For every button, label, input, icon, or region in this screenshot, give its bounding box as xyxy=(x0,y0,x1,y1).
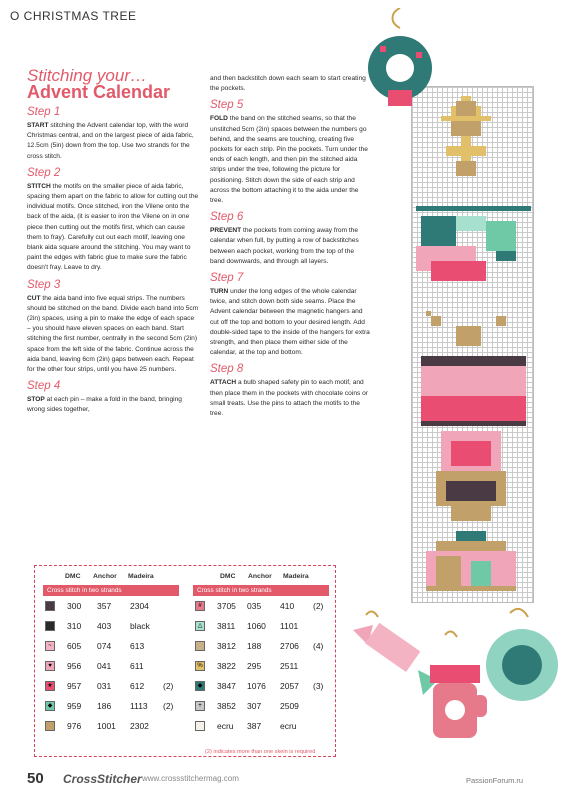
key-row xyxy=(45,599,185,614)
key-madeira: 2511 xyxy=(280,661,299,671)
chart-motifs xyxy=(411,86,534,603)
key-madeira: black xyxy=(130,621,150,631)
step-7-heading: Step 7 xyxy=(210,272,244,285)
step-4-heading: Step 4 xyxy=(27,380,61,393)
key-madeira: 1113 xyxy=(130,701,148,711)
key-qty: (4) xyxy=(313,641,324,651)
key-dmc: 976 xyxy=(67,721,82,731)
step-7-text: TURN under the long edges of the whole calendar twice, and stitch down both side seams. Place the Advent calendar between the magnetic hangers and cut off the top and bottom to your desired length. Add double-sided tape to the inside of the hangers for extra strength, and then place them either side of the calendar, at the top and bottom. xyxy=(210,288,370,357)
step-5-text: FOLD the band on the stitched seams, so that the unstitched 5cm (2in) spaces between the numbers go behind, and the seams are touching, creating five pockets for each strip. Pin the pockets. Turn under the ends of each length, and then pin the stitched aida strips under the tree, following the picture for positioning. Stitch down the side of each strip and across the bottom attaching it to the aida under the tree. xyxy=(210,115,368,205)
thread-swatch xyxy=(195,641,205,651)
key-row xyxy=(45,619,185,634)
key-row xyxy=(195,699,335,714)
key-row xyxy=(195,639,335,654)
key-header-madeira: Madeira xyxy=(128,573,154,580)
key-anchor: 1001 xyxy=(97,721,116,731)
thread-swatch: + xyxy=(195,701,205,711)
key-anchor: 295 xyxy=(247,661,262,671)
key-row xyxy=(195,719,335,734)
key-dmc: 310 xyxy=(67,621,82,631)
key-note: (2) indicates more than one skein is required xyxy=(205,749,316,755)
key-dmc: 3852 xyxy=(217,701,236,711)
watermark: PassionForum.ru xyxy=(466,776,524,785)
key-header-anchor-right: Anchor xyxy=(248,573,272,580)
robin-motif xyxy=(416,206,531,281)
house-motif xyxy=(426,531,516,591)
key-qty: (2) xyxy=(163,701,174,711)
key-anchor: 307 xyxy=(247,701,262,711)
key-row xyxy=(195,659,335,674)
key-dmc: 605 xyxy=(67,641,82,651)
key-anchor: 031 xyxy=(97,681,112,691)
key-header-dmc-right: DMC xyxy=(220,573,236,580)
key-anchor: 1076 xyxy=(247,681,266,691)
key-dmc: 959 xyxy=(67,701,82,711)
key-dmc: 3822 xyxy=(217,661,236,671)
key-qty: (3) xyxy=(313,681,324,691)
key-dmc: 300 xyxy=(67,601,82,611)
step-5-heading: Step 5 xyxy=(210,99,244,112)
thread-swatch: # xyxy=(195,601,205,611)
text-column-left xyxy=(27,101,199,418)
key-row xyxy=(45,699,185,714)
magazine-url[interactable]: www.crossstitchermag.com xyxy=(142,774,239,783)
key-anchor: 188 xyxy=(247,641,262,651)
key-row xyxy=(45,679,185,694)
bauble-motif xyxy=(436,431,506,521)
key-madeira: 410 xyxy=(280,601,295,611)
key-anchor: 186 xyxy=(97,701,112,711)
magazine-logo: CrossStitcher xyxy=(63,772,142,786)
thread-swatch xyxy=(195,721,205,731)
key-dmc: 3812 xyxy=(217,641,236,651)
key-madeira: 2509 xyxy=(280,701,299,711)
key-header-madeira-right: Madeira xyxy=(283,573,309,580)
header-bar xyxy=(0,0,566,28)
thread-swatch: ◆ xyxy=(195,681,205,691)
text-column-middle xyxy=(210,74,370,421)
article-kicker: Stitching your… xyxy=(27,66,147,85)
key-madeira: 2057 xyxy=(280,681,299,691)
thread-swatch xyxy=(45,601,55,611)
key-row xyxy=(45,659,185,674)
key-dmc: 3811 xyxy=(217,621,236,631)
thread-swatch xyxy=(45,621,55,631)
step-6-heading: Step 6 xyxy=(210,211,244,224)
step-2-text: STITCH the motifs on the smaller piece of aida fabric, spacing them apart on the fabric to allow for cutting out the individual motifs. Once stitched, iron the Vilene onto the back of the aida, (it is easier to iron the Vilene on in one piece then cutting out the motifs first, which can cause them to fray). Carefully cut out each motif, leaving one blank aida square around the stitching. You may want to paint the edges with fabric glue to make sure the fabric doesn't fray. Leave to dry. xyxy=(27,182,199,272)
key-dmc: 957 xyxy=(67,681,82,691)
key-anchor: 035 xyxy=(247,601,262,611)
step-1-heading: Step 1 xyxy=(27,106,61,118)
key-dmc: 3705 xyxy=(217,601,236,611)
key-dmc: ecru xyxy=(217,721,234,731)
step-3-heading: Step 3 xyxy=(27,278,61,291)
key-dmc: 3847 xyxy=(217,681,236,691)
mitten-bauble-ornaments-image xyxy=(425,605,560,765)
key-anchor: 357 xyxy=(97,601,112,611)
key-bar-left: Cross stitch in two strands xyxy=(43,585,179,596)
key-row xyxy=(195,679,335,694)
key-dmc: 956 xyxy=(67,661,82,671)
key-madeira: ecru xyxy=(280,721,297,731)
key-header-dmc: DMC xyxy=(65,573,81,580)
key-madeira: 612 xyxy=(130,681,145,691)
thread-swatch: ~ xyxy=(45,641,55,651)
key-anchor: 387 xyxy=(247,721,262,731)
key-madeira: 611 xyxy=(130,661,144,671)
thread-swatch xyxy=(45,721,55,731)
cross-stitch-chart xyxy=(411,86,534,603)
key-row xyxy=(195,599,335,614)
key-anchor: 403 xyxy=(97,621,112,631)
star-motif xyxy=(441,96,491,176)
thread-swatch: ♥ xyxy=(45,661,55,671)
page-number: 50 xyxy=(27,770,44,787)
key-row xyxy=(45,639,185,654)
step-1-text: START stitching the Advent calendar top, with the word Christmas central, and on the largest piece of aida fabric, 12.5cm (5in) down from the top. Use two strands for the cross stitch. xyxy=(27,122,194,160)
step-4-continued: and then backstitch down each seam to start creating the pockets. xyxy=(210,75,366,93)
key-madeira: 2706 xyxy=(280,641,299,651)
thread-swatch: △ xyxy=(195,621,205,631)
key-qty: (2) xyxy=(163,681,174,691)
thread-swatch: ★ xyxy=(45,681,55,691)
key-row xyxy=(45,719,185,734)
key-madeira: 1101 xyxy=(280,621,299,631)
step-8-heading: Step 8 xyxy=(210,363,244,376)
wreath-ornament-image xyxy=(360,8,440,116)
key-anchor: 041 xyxy=(97,661,112,671)
thread-swatch: ◆ xyxy=(45,701,55,711)
thread-key xyxy=(34,565,336,757)
key-anchor: 1060 xyxy=(247,621,266,631)
key-anchor: 074 xyxy=(97,641,112,651)
section-label: O CHRISTMAS TREE xyxy=(10,9,137,23)
step-3-text: CUT the aida band into five equal strips. The numbers should be stitched on the band. Divide each band into 5cm (2in) spaces, using a pin to make the edge of each space – you should have eleven spaces on each band. Start stitching the first number, centrally in the second 5cm (2in) space from the left side of the fabric. Continue across the aida band, leaving 6cm (2in) gaps between each. Repeat for the other four strips, until you have 25 numbers. xyxy=(27,294,199,374)
thread-swatch: % xyxy=(195,661,205,671)
key-madeira: 613 xyxy=(130,641,145,651)
article-title: Advent Calendar xyxy=(27,82,171,102)
step-8-text: ATTACH a bulb shaped safety pin to each motif, and then place them in the pockets with chocolate coins or small treats. Use the pins to attach the motifs to the tree. xyxy=(210,379,368,418)
step-4-text: STOP at each pin – make a fold in the band, bringing wrong sides together, xyxy=(27,396,182,414)
step-6-text: PREVENT the pockets from coming away from the calendar when full, by putting a row of backstitches between each pocket, working from the top of the band downwards, and through all layers. xyxy=(210,227,359,265)
key-madeira: 2304 xyxy=(130,601,149,611)
key-row xyxy=(195,619,335,634)
page-footer xyxy=(0,764,566,794)
key-madeira: 2302 xyxy=(130,721,149,731)
pudding-motif xyxy=(421,311,526,426)
key-qty: (2) xyxy=(313,601,324,611)
key-header-anchor: Anchor xyxy=(93,573,117,580)
step-2-heading: Step 2 xyxy=(27,166,61,179)
key-bar-right: Cross stitch in two strands xyxy=(193,585,329,596)
